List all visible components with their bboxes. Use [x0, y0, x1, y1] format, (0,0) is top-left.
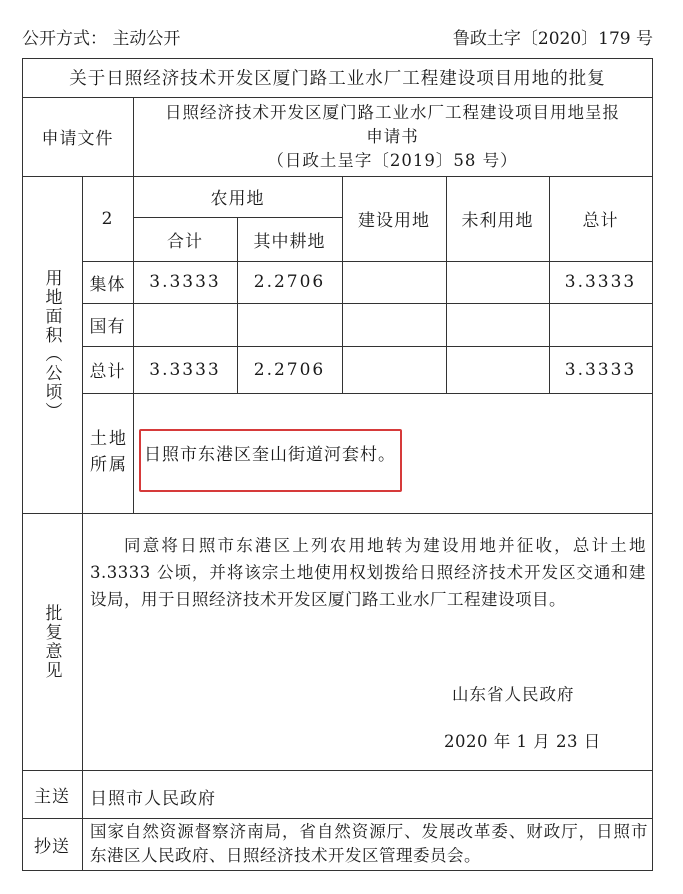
- state-total: [549, 303, 652, 346]
- send-to-label: 主送: [34, 786, 70, 807]
- row-label-total: 总计: [89, 362, 126, 382]
- issuer: 山东省人民政府: [452, 685, 575, 704]
- state-unused: [446, 303, 549, 346]
- construction-header: 建设用地: [358, 211, 430, 231]
- area-section-label: 用地面积（公顷）: [41, 268, 62, 421]
- issue-date: 2020 年 1 月 23 日: [444, 732, 601, 751]
- arable-header: 其中耕地: [253, 231, 326, 252]
- document-number: 鲁政土字〔2020〕179 号: [452, 29, 653, 49]
- send-to-value: 日照市人民政府: [90, 789, 216, 809]
- subtotal-header: 合计: [167, 231, 203, 252]
- land-ownership-label: 土地所属: [90, 429, 128, 475]
- collective-unused: [446, 261, 549, 303]
- farmland-header: 农用地: [210, 189, 265, 209]
- collective-subtotal: 3.3333: [149, 272, 221, 292]
- application-document: [133, 101, 652, 173]
- highlight-box: [139, 429, 402, 492]
- land-ownership-value: 日照市东港区奎山街道河套村。: [144, 445, 396, 465]
- collective-arable: 2.2706: [253, 272, 326, 292]
- opinion-text: 同意将日照市东港区上列农用地转为建设用地并征收，总计土地 3.3333 公顷，并将该宗土地使用权划拨给日照经济技术开发区交通和建设局，用于日照经济技术开发区厦门路工业水厂工程建设项目。: [90, 536, 646, 609]
- opinion-label-cell: [22, 513, 82, 770]
- total-arable: 2.2706: [253, 359, 326, 380]
- application-line-2: 申请书: [366, 127, 419, 146]
- total-subtotal: 3.3333: [149, 359, 221, 380]
- disclosure-method: 公开方式： 主动公开: [22, 29, 181, 49]
- state-arable: [237, 303, 342, 346]
- state-construction: [342, 303, 446, 346]
- application-line-1: 日照经济技术开发区厦门路工业水厂工程建设项目用地呈报: [165, 103, 620, 122]
- cc-value: 国家自然资源督察济南局，省自然资源厅、发展改革委、财政厅，日照市东港区人民政府、日照经济技术开发区管理委员会。: [90, 822, 648, 865]
- total-construction: [342, 346, 446, 393]
- collective-total: 3.3333: [564, 272, 637, 292]
- collective-construction: [342, 261, 446, 303]
- row-label-collective: 集体: [89, 274, 126, 295]
- row-label-state: 国有: [89, 317, 126, 337]
- opinion-label: 批复意见: [41, 603, 62, 680]
- cc-label: 抄送: [34, 836, 70, 857]
- unused-header: 未利用地: [461, 211, 534, 231]
- application-line-3: （日政土呈字〔2019〕58 号）: [267, 151, 518, 170]
- total-header: 总计: [582, 211, 619, 231]
- state-subtotal: [133, 303, 237, 346]
- document-title: 关于日照经济技术开发区厦门路工业水厂工程建设项目用地的批复: [69, 69, 606, 89]
- total-total: 3.3333: [564, 359, 637, 380]
- area-section-label-cell: [22, 176, 82, 513]
- total-unused: [446, 346, 549, 393]
- area-index: 2: [101, 208, 114, 229]
- application-label: 申请文件: [41, 129, 114, 149]
